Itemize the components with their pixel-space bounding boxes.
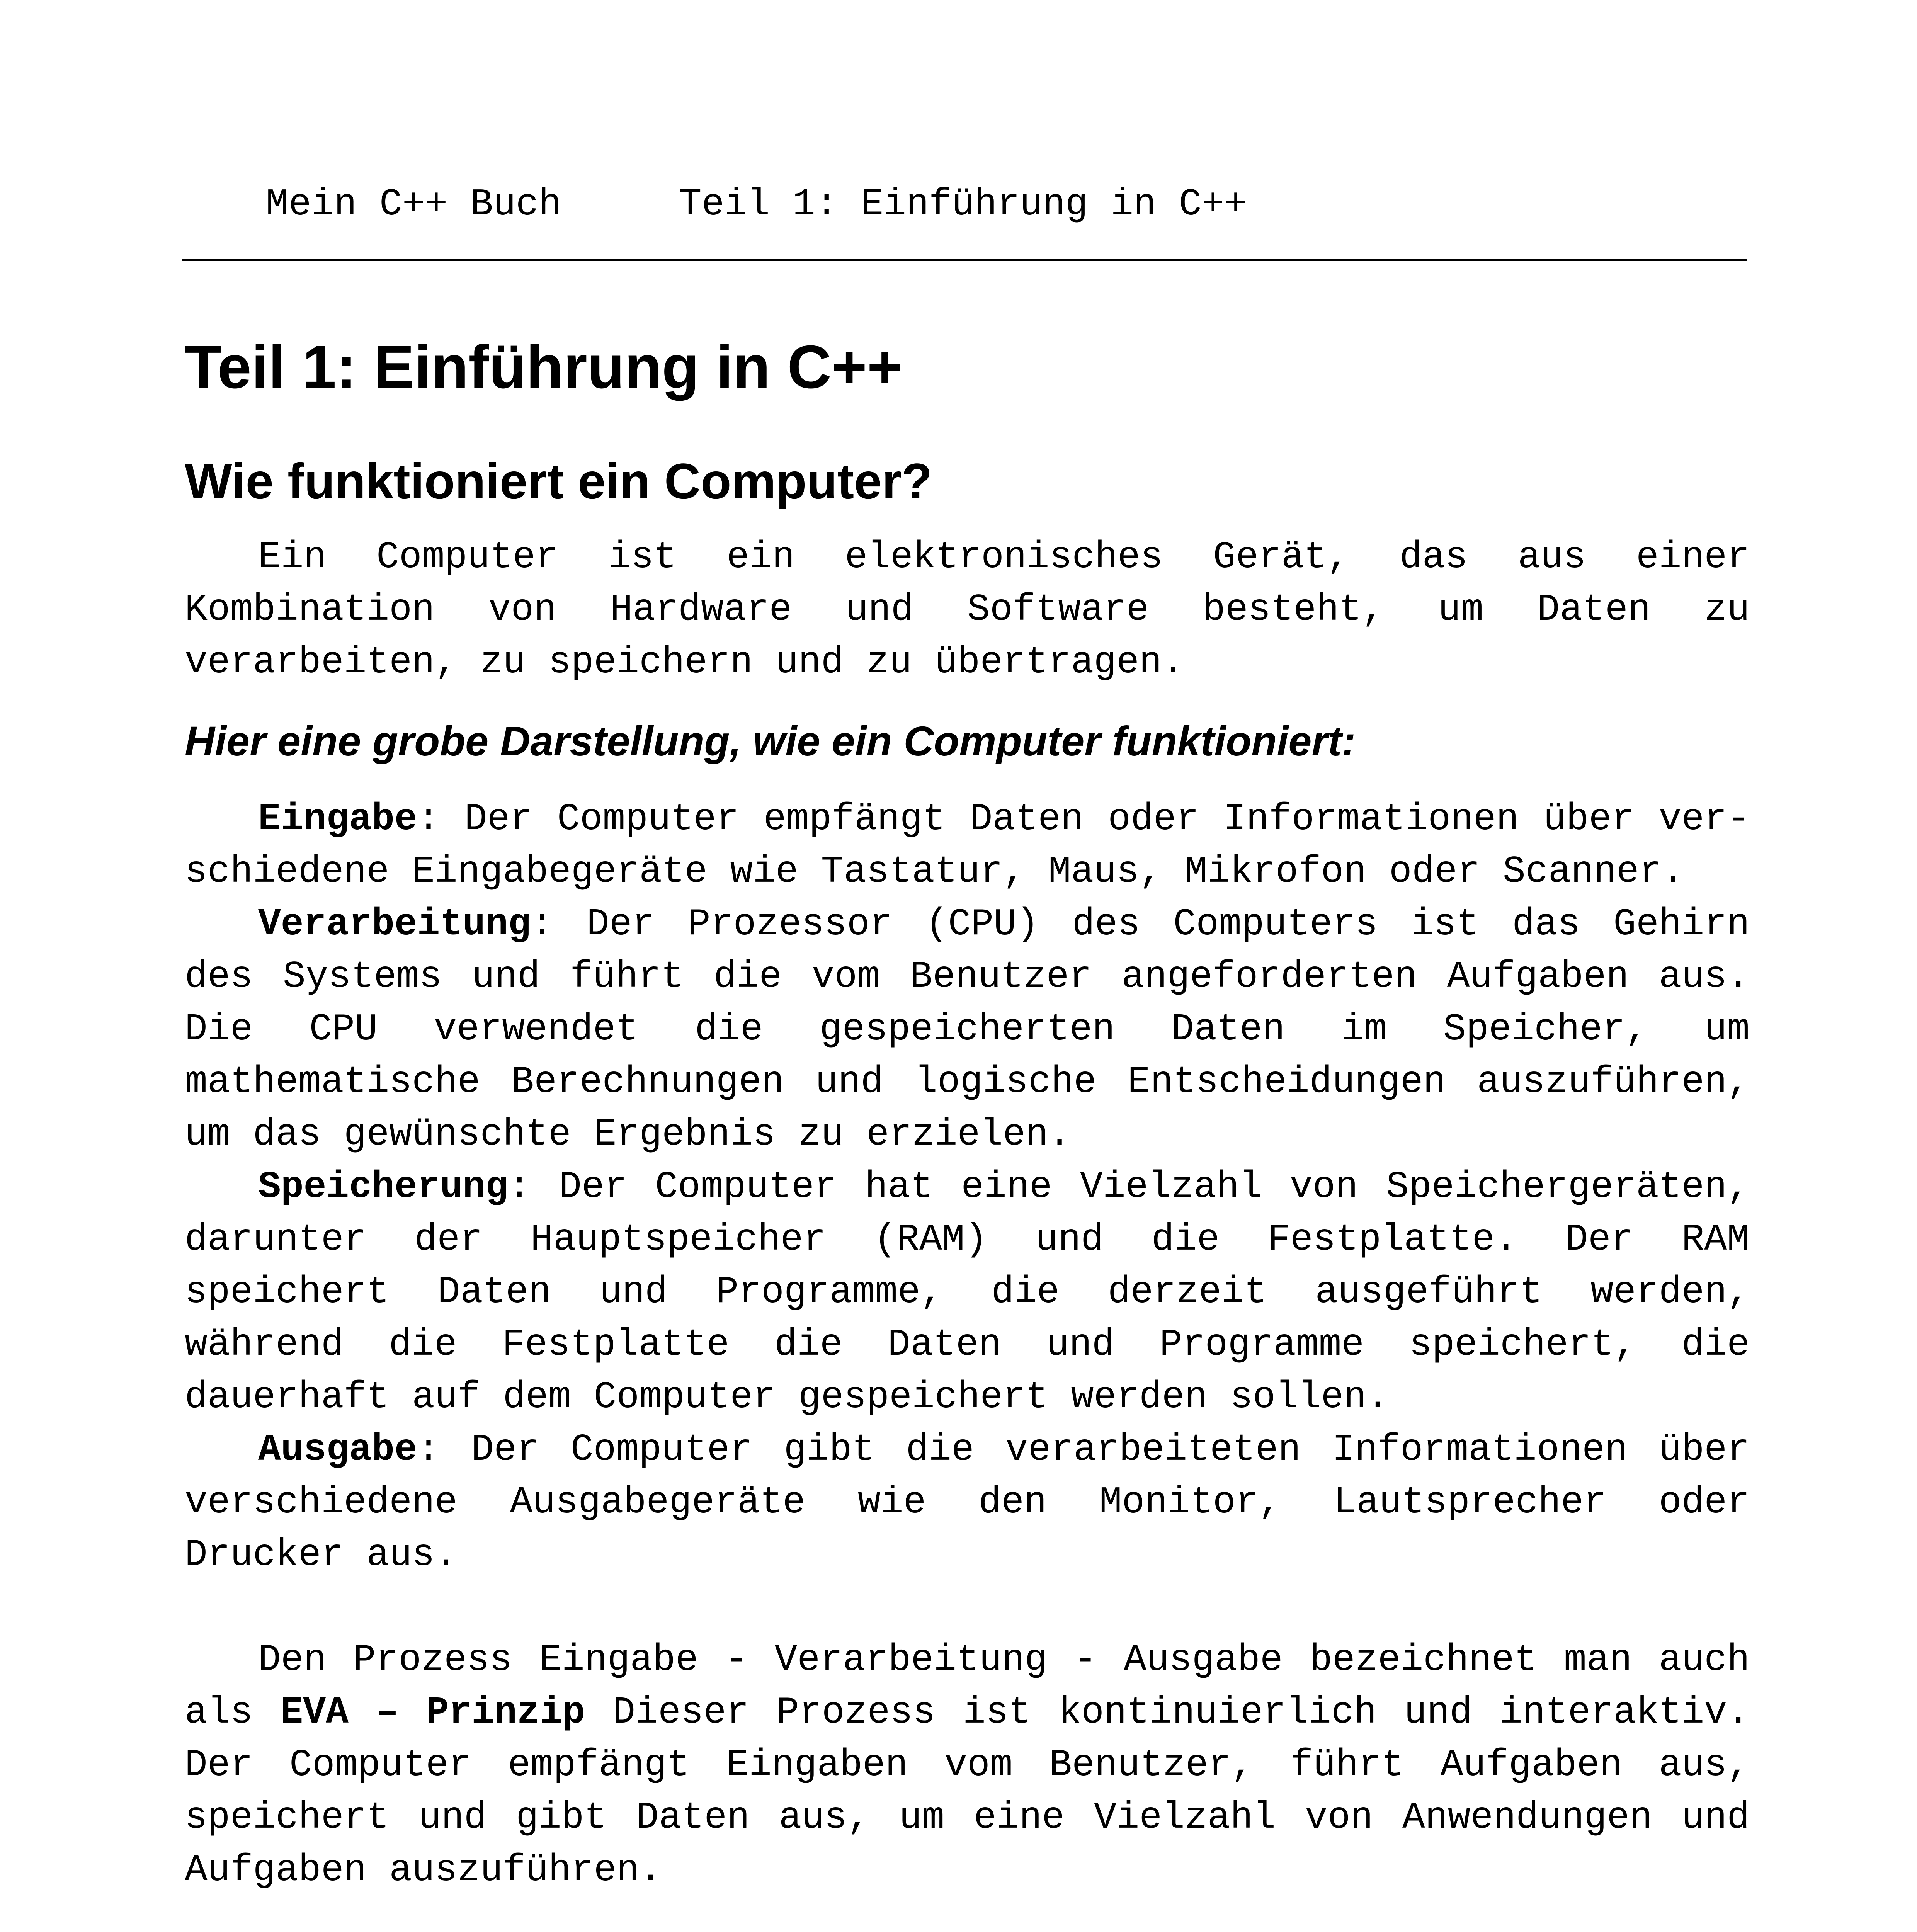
blank-line bbox=[185, 1582, 1750, 1634]
text-speicherung: : Der Computer hat eine Vielzahl von Speichergeräten, darunter der Hauptspeicher (RAM) und die Festplatte. Der RAM speichert Daten und Programme, die derzeit ausgeführt werden, während die Festplatte die Daten und Programme speichert, die dauerhaft auf dem Computer gespeichert werden sollen. bbox=[185, 1166, 1750, 1419]
term-eingabe: Eingabe bbox=[258, 798, 417, 841]
header-book-title: Mein C++ Buch bbox=[266, 183, 561, 226]
intro-paragraph: Ein Computer ist ein elektronisches Gerät, das aus einer Kombination von Hardware und Software besteht, um Daten zu verarbeiten, zu speichern und zu übertragen. bbox=[185, 536, 1750, 684]
page-content bbox=[185, 332, 1750, 1932]
section-title-computer: Wie funktioniert ein Computer? bbox=[185, 453, 932, 509]
header-chapter-title: Teil 1: Einführung in C++ bbox=[679, 183, 1247, 226]
eva-paragraph bbox=[185, 1634, 1750, 1897]
term-ausgabe: Ausgabe bbox=[258, 1429, 417, 1471]
eva-after: Dieser Prozess ist kontinuierlich und interaktiv. Der Computer empfängt Eingaben vom Benutzer, führt Aufgaben aus, speichert und gibt Daten aus, um eine Vielzahl von Anwendungen und Aufgaben auszuführen. bbox=[185, 1691, 1750, 1892]
eva-term: EVA – Prinzip bbox=[280, 1691, 585, 1734]
eva-before: Den Prozess Eingabe - Verarbeitung - Ausgabe bezeichnet man auch als bbox=[185, 1639, 1750, 1734]
text-verarbeitung: : Der Prozessor (CPU) des Computers ist das Gehirn des Systems und führt die vom Benutzer angeforderten Aufgaben aus. Die CPU verwendet die gespeicherten Daten im Speicher, um mathematische Berechnungen und logische Entscheidungen auszuführen, um das gewünschte Ergebnis zu erzielen. bbox=[185, 903, 1750, 1156]
list-item-verarbeitung bbox=[185, 898, 1750, 1161]
running-header bbox=[182, 182, 1747, 261]
list-item-ausgabe bbox=[185, 1424, 1750, 1582]
text-ausgabe: : Der Computer gibt die verarbeiteten Informationen über verschiedene Ausgabegeräte wie den Monitor, Lautsprecher oder Drucker aus. bbox=[185, 1429, 1750, 1577]
subsection-title: Hier eine grobe Darstellung, wie ein Computer funktioniert: bbox=[185, 718, 1356, 764]
text-eingabe: : Der Computer empfängt Daten oder Informationen über verschiedene Eingabegeräte wie Tastatur, Maus, Mikrofon oder Scanner. bbox=[185, 798, 1750, 893]
list-item-speicherung bbox=[185, 1161, 1750, 1424]
chapter-title: Teil 1: Einführung in C++ bbox=[185, 333, 903, 401]
term-verarbeitung: Verarbeitung bbox=[258, 903, 531, 946]
term-speicherung: Speicherung bbox=[258, 1166, 508, 1209]
list-item-eingabe bbox=[185, 793, 1750, 898]
